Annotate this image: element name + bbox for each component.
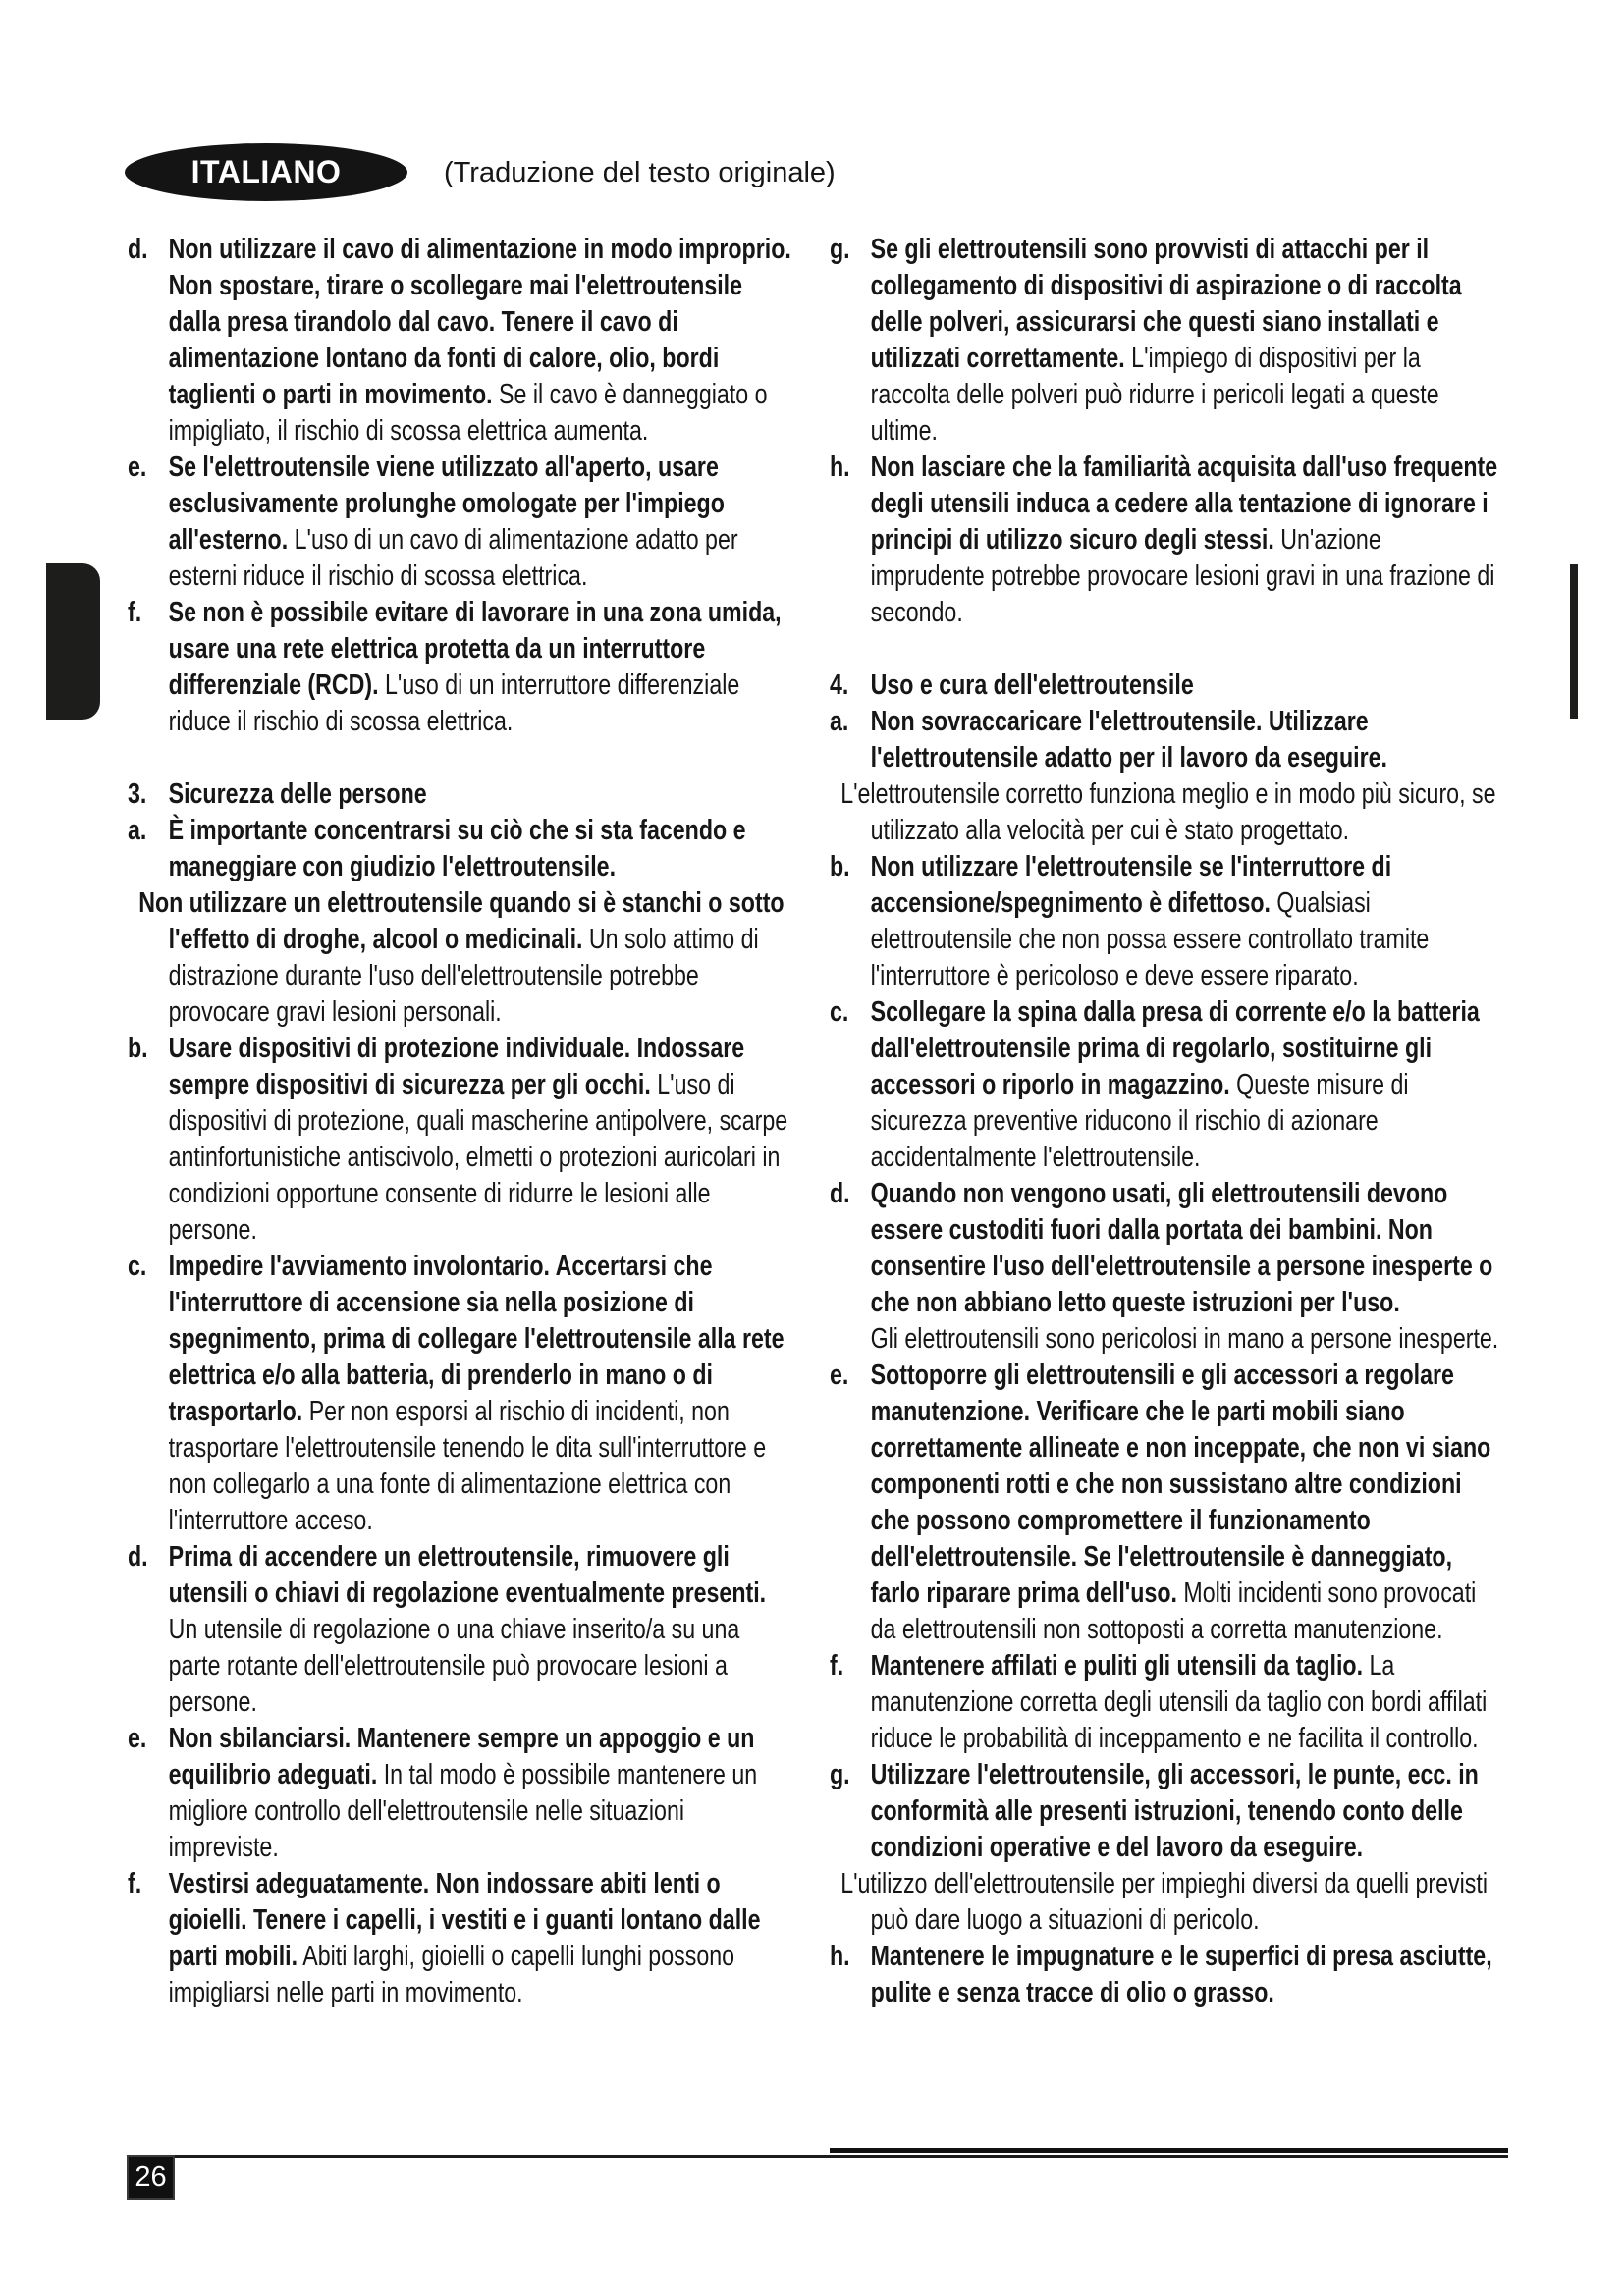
- bold-text-segment: Non utilizzare un elettroutensile quando si è stanchi o sotto l'effetto di droghe, alcool o medicinali.: [138, 887, 785, 955]
- item-label: c.: [128, 1251, 147, 1282]
- bold-text-segment: Non sbilanciarsi. Mantenere sempre un appoggio e un equilibrio adeguati.: [168, 1723, 755, 1790]
- bold-text-segment: Utilizzare l'elettroutensile, gli accessori, le punte, ecc. in conformità alle presenti istruzioni, tenendo conto delle condizioni operative e del lavoro da eseguire.: [870, 1759, 1479, 1863]
- bold-text-segment: Scollegare la spina dalla presa di corrente e/o la batteria dall'elettroutensile prima di regolarlo, sostituirne gli accessori o riporlo in magazzino.: [870, 996, 1480, 1100]
- item-text: [871, 849, 1499, 994]
- translation-note: (Traduzione del testo originale): [444, 157, 836, 188]
- bold-text-segment: Vestirsi adeguatamente. Non indossare abiti lenti o gioielli. Tenere i capelli, i vestiti e i guanti lontano dalle parti mobili.: [168, 1868, 761, 1972]
- right-column: [830, 232, 1499, 2011]
- body-text-segment: L'elettroutensile corretto funziona meglio e in modo più sicuro, se utilizzato alla velocità per cui è stato progettato.: [840, 778, 1496, 846]
- body-text-segment: Un solo attimo di distrazione durante l'uso dell'elettroutensile potrebbe provocare gravi lesioni personali.: [168, 924, 759, 1028]
- list-item: [128, 232, 797, 450]
- item-text: [871, 1648, 1499, 1757]
- list-item: [830, 1757, 1499, 1939]
- item-text: [871, 1939, 1499, 2011]
- item-label: g.: [830, 234, 850, 265]
- body-text-segment: L'uso di un interruttore differenziale riduce il rischio di scossa elettrica.: [168, 669, 740, 737]
- body-text-segment: Se il cavo è danneggiato o impigliato, il rischio di scossa elettrica aumenta.: [168, 379, 768, 447]
- right-edge-marker: [1570, 564, 1578, 719]
- bold-text-segment: Prima di accendere un elettroutensile, rimuovere gli utensili o chiavi di regolazione eventualmente presenti.: [168, 1541, 767, 1609]
- body-text-segment: Qualsiasi elettroutensile che non possa essere controllato tramite l'interruttore è pericoloso e deve essere riparato.: [870, 887, 1430, 991]
- body-text-segment: L'impiego di dispositivi per la raccolta delle polveri può ridurre i pericoli legati a queste ultime.: [870, 343, 1439, 447]
- item-label: a.: [128, 815, 147, 846]
- language-badge: [125, 143, 407, 201]
- item-label: e.: [128, 452, 147, 483]
- item-label: a.: [830, 706, 849, 737]
- section-number: 4.: [830, 669, 849, 701]
- body-text-segment: Gli elettroutensili sono pericolosi in mano a persone inesperte.: [870, 1323, 1499, 1355]
- bold-text-segment: Mantenere le impugnature e le superfici di presa asciutte, pulite e senza tracce di olio o grasso.: [870, 1941, 1492, 2008]
- left-column: [128, 232, 797, 2011]
- bold-text-segment: Quando non vengono usati, gli elettroutensili devono essere custoditi fuori dalla portata dei bambini. Non consentire l'uso dell'elettroutensile a persone inesperte o che non abbiano letto queste istruzioni per l'uso.: [870, 1178, 1493, 1318]
- item-text: [169, 1721, 797, 1866]
- bold-text-segment: Usare dispositivi di protezione individuale. Indossare sempre dispositivi di sicurezza per gli occhi.: [168, 1033, 745, 1100]
- list-item: [830, 1648, 1499, 1757]
- body-text-segment: Molti incidenti sono provocati da elettroutensili non sottoposti a corretta manutenzione.: [870, 1577, 1477, 1645]
- list-item: [830, 1176, 1499, 1358]
- bold-text-segment: Non utilizzare l'elettroutensile se l'interruttore di accensione/spegnimento è difettoso.: [870, 851, 1392, 919]
- item-text: [169, 595, 797, 740]
- section-thumb-tab: [46, 563, 100, 720]
- item-label: d.: [128, 234, 148, 265]
- item-text: [169, 1539, 797, 1721]
- body-text-segment: Queste misure di sicurezza preventive riducono il rischio di azionare accidentalmente l'elettroutensile.: [870, 1069, 1409, 1173]
- body-text-segment: L'uso di dispositivi di protezione, quali mascherine antipolvere, scarpe antinfortunistiche antiscivolo, elmetti o protezioni auricolari in condizioni opportune consente di ridurre le lesioni alle persone.: [168, 1069, 788, 1246]
- page-number: 26: [135, 2161, 167, 2193]
- bold-text-segment: Non lasciare che la familiarità acquisita dall'uso frequente degli utensili induca a cedere alla tentazione di ignorare i principi di utilizzo sicuro degli stessi.: [870, 452, 1498, 556]
- continuation-paragraph: [840, 1866, 1499, 1939]
- item-text: [169, 232, 797, 450]
- list-item: [830, 232, 1499, 450]
- list-item: [830, 1358, 1499, 1648]
- item-text: [871, 994, 1499, 1176]
- item-text: [169, 1866, 797, 2011]
- body-text-segment: Abiti larghi, gioielli o capelli lunghi possono impigliarsi nelle parti in movimento.: [168, 1941, 735, 2008]
- section-title: Sicurezza delle persone: [168, 778, 427, 810]
- item-text: [169, 1249, 797, 1539]
- item-label: e.: [830, 1360, 849, 1391]
- item-label: h.: [830, 452, 850, 483]
- item-label: e.: [128, 1723, 147, 1754]
- bold-text-segment: Se l'elettroutensile viene utilizzato all'aperto, usare esclusivamente prolunghe omologate per l'impiego all'esterno.: [168, 452, 725, 556]
- bold-text-segment: Non sovraccaricare l'elettroutensile. Utilizzare l'elettroutensile adatto per il lavoro da eseguire.: [870, 706, 1387, 774]
- list-item: [128, 595, 797, 740]
- bold-text-segment: Non utilizzare il cavo di alimentazione in modo improprio. Non spostare, tirare o scollegare mai l'elettroutensile dalla presa tirandolo dal cavo. Tenere il cavo di alimentazione lontano da fonti di calore, olio, bordi taglienti o parti in movimento.: [168, 234, 791, 410]
- bold-text-segment: Mantenere affilati e puliti gli utensili da taglio.: [870, 1650, 1364, 1682]
- bold-text-segment: Impedire l'avviamento involontario. Accertarsi che l'interruttore di accensione sia nella posizione di spegnimento, prima di collegare l'elettroutensile alla rete elettrica e/o alla batteria, di prenderlo in mano o di trasportarlo.: [168, 1251, 785, 1427]
- bold-text-segment: Se gli elettroutensili sono provvisti di attacchi per il collegamento di dispositivi di aspirazione o di raccolta delle polveri, assicurarsi che questi siano installati e utilizzati correttamente.: [870, 234, 1462, 374]
- list-item: [128, 813, 797, 1031]
- bold-text-segment: È importante concentrarsi su ciò che si sta facendo e maneggiare con giudizio l'elettroutensile.: [168, 815, 746, 882]
- body-text-segment: Un'azione imprudente potrebbe provocare lesioni gravi in una frazione di secondo.: [870, 524, 1495, 628]
- item-label: b.: [128, 1033, 148, 1064]
- body-text-segment: L'utilizzo dell'elettroutensile per impieghi diversi da quelli previsti può dare luogo a situazioni di pericolo.: [840, 1868, 1488, 1936]
- item-text: [169, 1031, 797, 1249]
- item-text: [871, 1757, 1499, 1866]
- list-item: [128, 1866, 797, 2011]
- section-heading: [830, 667, 1499, 704]
- footer-rule: [175, 2155, 1508, 2158]
- item-label: f.: [830, 1650, 844, 1682]
- item-label: h.: [830, 1941, 850, 1972]
- item-label: f.: [128, 1868, 142, 1899]
- list-item: [128, 1721, 797, 1866]
- body-text-segment: L'uso di un cavo di alimentazione adatto per esterni riduce il rischio di scossa elettrica.: [168, 524, 738, 592]
- page-number-badge: [127, 2155, 175, 2200]
- item-text: [871, 450, 1499, 631]
- continuation-paragraph: [138, 885, 797, 1031]
- language-badge-label: ITALIANO: [190, 154, 342, 189]
- continuation-paragraph: [871, 1321, 1499, 1358]
- continuation-paragraph: [840, 776, 1499, 849]
- body-text-segment: In tal modo è possibile mantenere un migliore controllo dell'elettroutensile nelle situazioni impreviste.: [168, 1759, 758, 1863]
- bold-text-segment: Sottoporre gli elettroutensili e gli accessori a regolare manutenzione. Verificare che le parti mobili siano correttamente allineate e non inceppate, che non vi siano componenti rotti e che non sussistano altre condizioni che possono compromettere il funzionamento dell'elettroutensile. Se l'elettroutensile è danneggiato, farlo riparare prima dell'uso.: [870, 1360, 1491, 1609]
- list-item: [830, 450, 1499, 631]
- item-text: [871, 704, 1499, 776]
- list-item: [128, 1249, 797, 1539]
- list-item: [830, 849, 1499, 994]
- list-item: [128, 1539, 797, 1721]
- item-label: f.: [128, 597, 142, 628]
- list-item: [830, 1939, 1499, 2011]
- item-label: c.: [830, 996, 849, 1028]
- item-text: [169, 813, 797, 885]
- section-number: 3.: [128, 778, 147, 810]
- item-label: b.: [830, 851, 850, 882]
- bold-text-segment: Se non è possibile evitare di lavorare in una zona umida, usare una rete elettrica protetta da un interruttore differenziale (RCD).: [168, 597, 782, 701]
- item-text: [871, 1358, 1499, 1648]
- right-column-rule: [830, 2148, 1508, 2153]
- item-text: [871, 1176, 1499, 1321]
- item-text: [169, 450, 797, 595]
- item-text: [871, 232, 1499, 450]
- body-text-segment: Per non esporsi al rischio di incidenti, non trasportare l'elettroutensile tenendo le dita sull'interruttore e non collegarlo a una fonte di alimentazione elettrica con l'interruttore acceso.: [168, 1396, 767, 1536]
- list-item: [128, 1031, 797, 1249]
- list-item: [128, 450, 797, 595]
- item-label: d.: [128, 1541, 148, 1573]
- list-item: [830, 994, 1499, 1176]
- body-text-segment: La manutenzione corretta degli utensili da taglio con bordi affilati riduce le probabilità di inceppamento e ne facilita il controllo.: [870, 1650, 1488, 1754]
- body-text-segment: Un utensile di regolazione o una chiave inserito/a su una parte rotante dell'elettroutensile può provocare lesioni a persone.: [168, 1614, 740, 1718]
- list-item: [830, 704, 1499, 849]
- section-title: Uso e cura dell'elettroutensile: [870, 669, 1194, 701]
- item-label: g.: [830, 1759, 850, 1790]
- section-heading: [128, 776, 797, 813]
- item-label: d.: [830, 1178, 850, 1209]
